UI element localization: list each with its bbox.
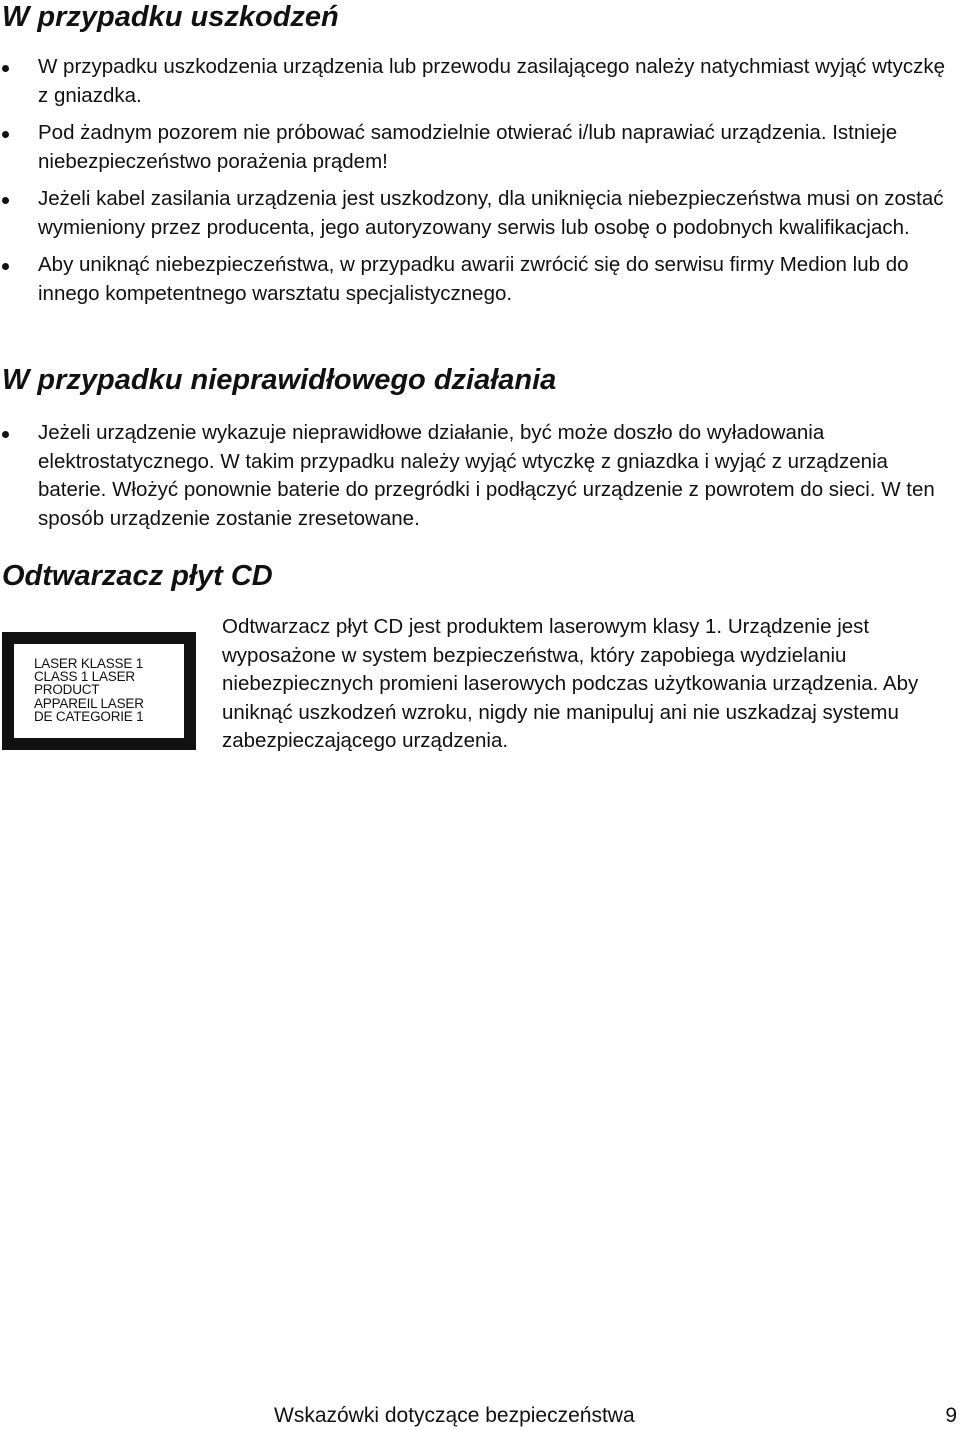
- list-item-text: W przypadku uszkodzenia urządzenia lub przewodu zasilającego należy natychmiast wyjąć wtyczkę z gniazdka.: [38, 55, 945, 107]
- page-number: 9: [945, 1404, 957, 1427]
- bullet-icon: [2, 263, 9, 270]
- laser-class-label: [2, 632, 196, 750]
- footer-title: Wskazówki dotyczące bezpieczeństwa: [274, 1404, 635, 1427]
- damage-bullet-list: [0, 53, 958, 317]
- list-item-text: Pod żadnym pozorem nie próbować samodzielnie otwierać i/lub naprawiać urządzenia. Istnieje niebezpieczeństwo porażenia prądem!: [38, 121, 898, 173]
- section-title-malfunction: W przypadku nieprawidłowego działania: [2, 364, 557, 396]
- bullet-icon: [2, 197, 9, 204]
- list-item: [0, 251, 958, 308]
- list-item: [0, 185, 958, 242]
- list-item-text: Aby uniknąć niebezpieczeństwa, w przypadku awarii zwrócić się do serwisu firmy Medion lub do innego kompetentnego warsztatu specjalistycznego.: [38, 253, 909, 305]
- laser-label-line: CLASS 1 LASER: [34, 669, 135, 685]
- list-item: [0, 53, 958, 110]
- malfunction-bullet-list: [0, 419, 958, 542]
- list-item: [0, 119, 958, 176]
- laser-label-line: DE CATEGORIE 1: [34, 708, 144, 724]
- laser-label-line: PRODUCT: [34, 682, 100, 698]
- bullet-icon: [2, 431, 9, 438]
- cd-player-paragraph: Odtwarzacz płyt CD jest produktem laserowym klasy 1. Urządzenie jest wyposażone w system bezpieczeństwa, który zapobiega wydzielaniu niebezpiecznych promieni laserowych podczas użytkowania urządzenia. Aby uniknąć uszkodzeń wzroku, nigdy nie manipuluj ani nie uszkadzaj systemu zabezpieczającego urządzenia.: [222, 615, 919, 752]
- list-item-text: Jeżeli kabel zasilania urządzenia jest uszkodzony, dla uniknięcia niebezpieczeństwa musi on zostać wymieniony przez producenta, jego autoryzowany serwis lub osobę o podobnych kwalifikacjach.: [38, 187, 944, 239]
- section-title-damage: W przypadku uszkodzeń: [2, 1, 339, 33]
- list-item-text: Jeżeli urządzenie wykazuje nieprawidłowe działanie, być może doszło do wyładowania elektrostatycznego. W takim przypadku należy wyjąć wtyczkę z gniazdka i wyjąć z urządzenia baterie. Włożyć ponownie baterie do przegródki i podłączyć urządzenie z powrotem do sieci. W ten sposób urządzenie zostanie zresetowane.: [38, 421, 935, 530]
- laser-label-line: APPAREIL LASER: [34, 695, 144, 711]
- laser-class-label-inner: [14, 644, 184, 738]
- list-item: [0, 419, 958, 533]
- section-title-cd-player: Odtwarzacz płyt CD: [2, 560, 273, 592]
- laser-label-line: LASER KLASSE 1: [34, 656, 144, 671]
- bullet-icon: [2, 131, 9, 138]
- bullet-icon: [2, 65, 9, 72]
